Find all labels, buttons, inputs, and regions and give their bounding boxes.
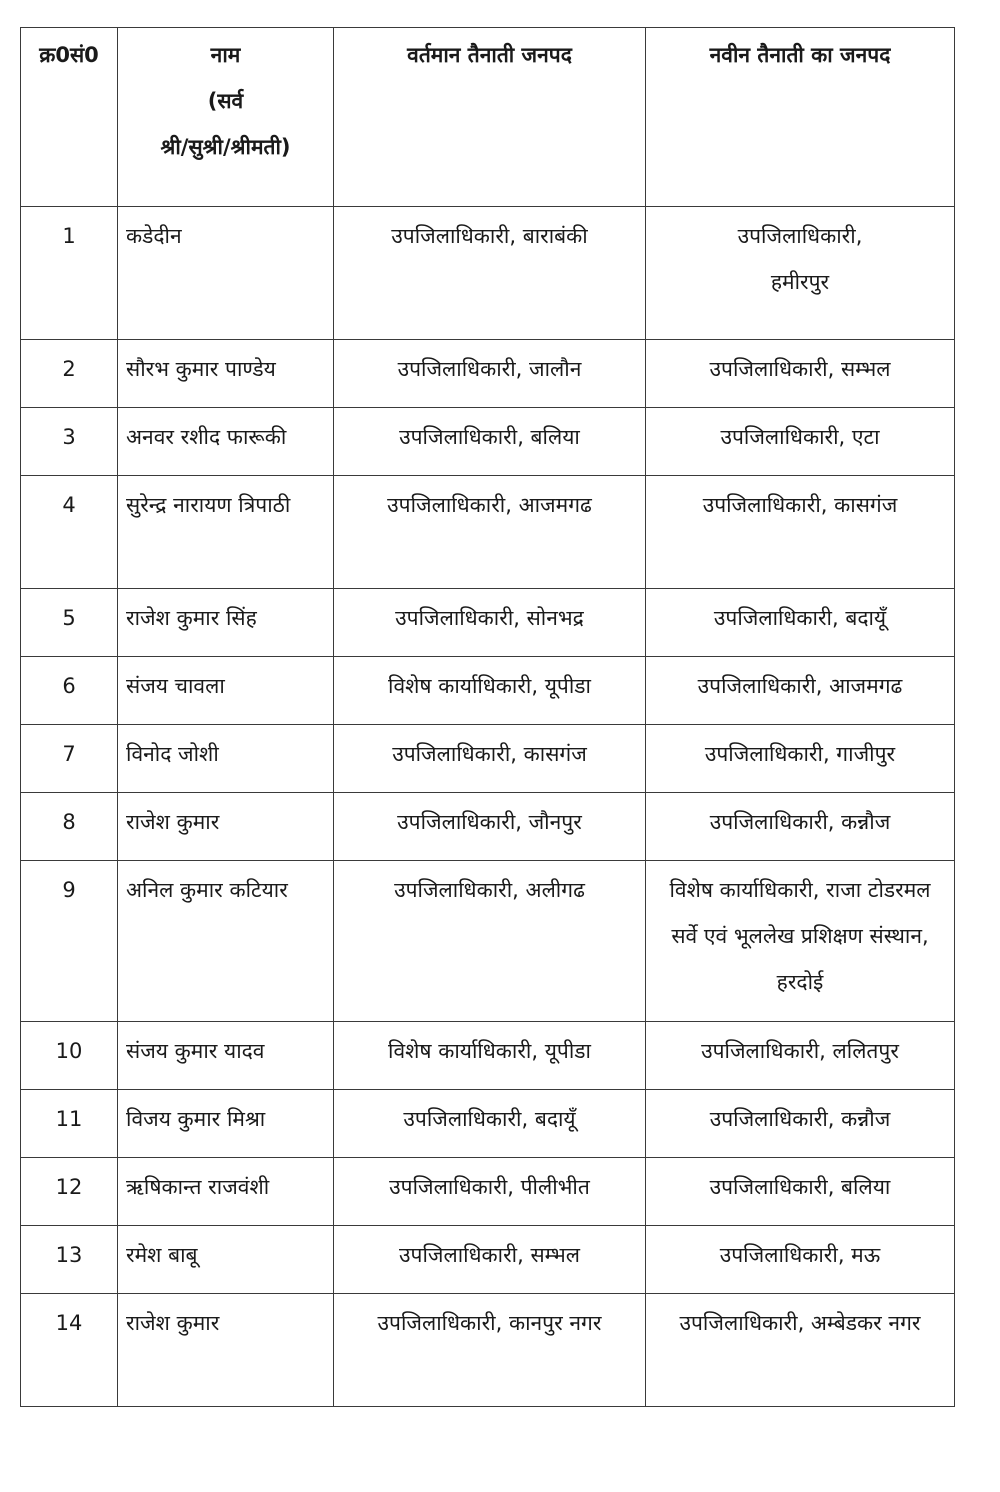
table-row — [21, 589, 955, 657]
header-new-posting: नवीन तैनाती का जनपद — [646, 28, 955, 207]
row-serial: 6 — [21, 657, 118, 725]
row-current-posting: उपजिलाधिकारी, बदायूँ — [334, 1090, 646, 1158]
row-current-posting: उपजिलाधिकारी, अलीगढ — [334, 861, 646, 1022]
row-new-posting: उपजिलाधिकारी, कन्नौज — [646, 1090, 955, 1158]
row-serial: 12 — [21, 1158, 118, 1226]
row-current-posting: उपजिलाधिकारी, सम्भल — [334, 1226, 646, 1294]
table-row — [21, 340, 955, 408]
header-name-title: नाम — [210, 43, 241, 67]
row-current-posting: उपजिलाधिकारी, बाराबंकी — [334, 207, 646, 340]
row-new-posting: उपजिलाधिकारी, कन्नौज — [646, 793, 955, 861]
row-new-posting: उपजिलाधिकारी, एटा — [646, 408, 955, 476]
table-row — [21, 408, 955, 476]
row-current-posting: विशेष कार्याधिकारी, यूपीडा — [334, 1022, 646, 1090]
row-current-posting: उपजिलाधिकारी, कासगंज — [334, 725, 646, 793]
row-name: ऋषिकान्त राजवंशी — [118, 1158, 334, 1226]
row-new-posting: उपजिलाधिकारी, गाजीपुर — [646, 725, 955, 793]
table-row — [21, 1022, 955, 1090]
row-new-posting-line2: हमीरपुर — [770, 270, 830, 294]
row-name: सौरभ कुमार पाण्डेय — [118, 340, 334, 408]
header-current-posting: वर्तमान तैनाती जनपद — [334, 28, 646, 207]
header-name-honorific-open: (सर्व — [207, 89, 244, 113]
row-new-posting-line1: उपजिलाधिकारी, — [737, 224, 863, 248]
row-name: रमेश बाबू — [118, 1226, 334, 1294]
row-serial: 4 — [21, 476, 118, 589]
document-page — [20, 27, 954, 1407]
row-new-posting: उपजिलाधिकारी, कासगंज — [646, 476, 955, 589]
table-row — [21, 657, 955, 725]
row-current-posting: उपजिलाधिकारी, कानपुर नगर — [334, 1294, 646, 1407]
row-new-posting: उपजिलाधिकारी, ललितपुर — [646, 1022, 955, 1090]
row-current-posting: उपजिलाधिकारी, बलिया — [334, 408, 646, 476]
row-name: अनिल कुमार कटियार — [118, 861, 334, 1022]
table-row — [21, 1294, 955, 1407]
row-new-posting: उपजिलाधिकारी, आजमगढ — [646, 657, 955, 725]
row-new-posting: विशेष कार्याधिकारी, राजा टोडरमल सर्वे एवं भूललेख प्रशिक्षण संस्थान, हरदोई — [646, 861, 955, 1022]
table-row — [21, 1226, 955, 1294]
row-current-posting: उपजिलाधिकारी, सोनभद्र — [334, 589, 646, 657]
row-serial: 11 — [21, 1090, 118, 1158]
row-serial: 9 — [21, 861, 118, 1022]
row-serial: 2 — [21, 340, 118, 408]
row-name: राजेश कुमार — [118, 793, 334, 861]
table-row — [21, 793, 955, 861]
row-name: संजय चावला — [118, 657, 334, 725]
row-current-posting: उपजिलाधिकारी, पीलीभीत — [334, 1158, 646, 1226]
row-new-posting: उपजिलाधिकारी, बलिया — [646, 1158, 955, 1226]
row-name: विनोद जोशी — [118, 725, 334, 793]
row-serial: 10 — [21, 1022, 118, 1090]
row-current-posting: उपजिलाधिकारी, जौनपुर — [334, 793, 646, 861]
table-row — [21, 207, 955, 340]
row-name: सुरेन्द्र नारायण त्रिपाठी — [118, 476, 334, 589]
row-name: संजय कुमार यादव — [118, 1022, 334, 1090]
row-name: राजेश कुमार सिंह — [118, 589, 334, 657]
row-new-posting: उपजिलाधिकारी, बदायूँ — [646, 589, 955, 657]
row-name: अनवर रशीद फारूकी — [118, 408, 334, 476]
header-name — [118, 28, 334, 207]
table-row — [21, 725, 955, 793]
row-new-posting: उपजिलाधिकारी, सम्भल — [646, 340, 955, 408]
transfer-table — [20, 27, 955, 1407]
row-serial: 5 — [21, 589, 118, 657]
row-new-posting — [646, 207, 955, 340]
header-name-honorific: श्री/सुश्री/श्रीमती) — [160, 135, 291, 159]
row-serial: 13 — [21, 1226, 118, 1294]
header-serial-number: क्र0सं0 — [21, 28, 118, 207]
row-serial: 14 — [21, 1294, 118, 1407]
row-current-posting: उपजिलाधिकारी, जालौन — [334, 340, 646, 408]
table-row — [21, 1158, 955, 1226]
row-current-posting: उपजिलाधिकारी, आजमगढ — [334, 476, 646, 589]
table-row — [21, 1090, 955, 1158]
row-name: कडेदीन — [118, 207, 334, 340]
row-serial: 3 — [21, 408, 118, 476]
row-new-posting: उपजिलाधिकारी, अम्बेडकर नगर — [646, 1294, 955, 1407]
row-name: राजेश कुमार — [118, 1294, 334, 1407]
table-row — [21, 476, 955, 589]
table-row — [21, 861, 955, 1022]
row-serial: 7 — [21, 725, 118, 793]
row-serial: 1 — [21, 207, 118, 340]
row-name: विजय कुमार मिश्रा — [118, 1090, 334, 1158]
row-current-posting: विशेष कार्याधिकारी, यूपीडा — [334, 657, 646, 725]
row-serial: 8 — [21, 793, 118, 861]
row-new-posting: उपजिलाधिकारी, मऊ — [646, 1226, 955, 1294]
table-header-row — [21, 28, 955, 207]
